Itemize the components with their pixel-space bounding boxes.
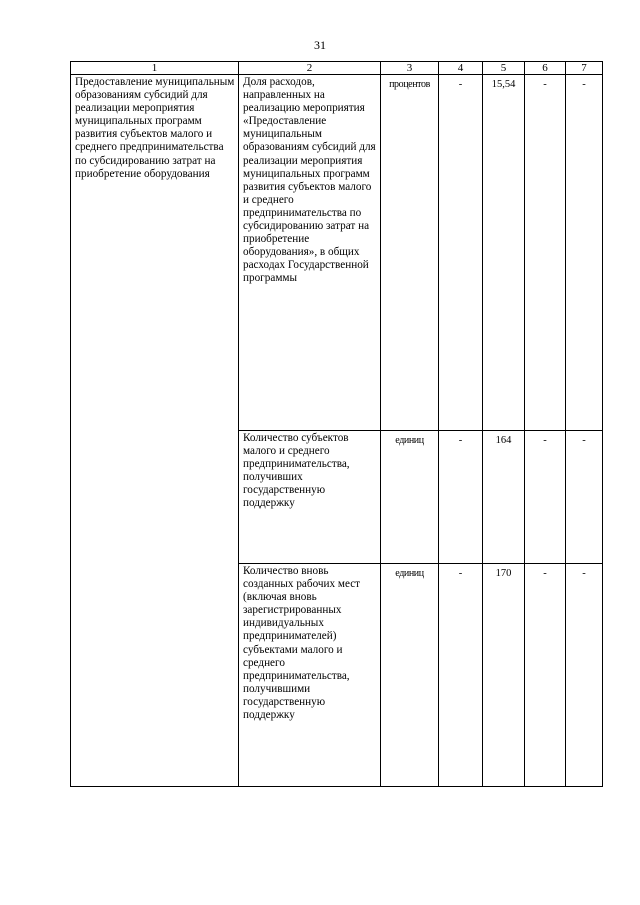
indicator-cell — [239, 564, 381, 787]
header-cell-5: 5 — [483, 62, 525, 75]
page-number: 31 — [314, 38, 326, 52]
value-cell-col5: 164 — [483, 431, 525, 564]
table-row — [71, 75, 603, 431]
header-cell-3: 3 — [381, 62, 439, 75]
value-cell-col4: - — [439, 564, 483, 787]
indicators-table — [70, 61, 603, 787]
indicator-cell — [239, 431, 381, 564]
value-cell-col6: - — [525, 564, 566, 787]
value-cell-col6: - — [525, 431, 566, 564]
indicator-cell — [239, 75, 381, 431]
value-cell-col4: - — [439, 75, 483, 431]
header-row — [71, 62, 603, 75]
value-cell-col7: - — [566, 431, 603, 564]
header-cell-7: 7 — [566, 62, 603, 75]
unit-cell: единиц — [381, 564, 439, 787]
indicator-text: Количество вновь созданных рабочих мест (включая вновь зарегистрированных индивидуальных предпринимателей) субъектами малого и среднего предпринимательства, получившими государственную поддержку — [243, 565, 361, 722]
header-cell-4: 4 — [439, 62, 483, 75]
value-cell-col7: - — [566, 564, 603, 787]
indicator-text: Количество субъектов малого и среднего предпринимательства, получивших государственную поддержку — [243, 432, 350, 510]
value-cell-col5: 15,54 — [483, 75, 525, 431]
event-name-cell — [71, 75, 239, 787]
value-cell-col4: - — [439, 431, 483, 564]
event-name-text: Предоставление муниципальным образованиям субсидий для реализации мероприятия муниципальных программ развития субъектов малого и среднего предпринимательства по субсидированию затрат на приобретение оборудования — [75, 76, 235, 180]
indicator-text: Доля расходов, направленных на реализацию мероприятия «Предоставление муниципальным образованиям субсидий для реализации мероприятия муниципальных программ развития субъектов малого и среднего предпринимательства по субсидированию затрат на приобретение оборудования», в общих расходах Государственной программы — [243, 76, 376, 285]
header-cell-2: 2 — [239, 62, 381, 75]
value-cell-col6: - — [525, 75, 566, 431]
header-cell-6: 6 — [525, 62, 566, 75]
unit-cell: единиц — [381, 431, 439, 564]
unit-cell: процентов — [381, 75, 439, 431]
value-cell-col5: 170 — [483, 564, 525, 787]
value-cell-col7: - — [566, 75, 603, 431]
header-cell-1: 1 — [71, 62, 239, 75]
